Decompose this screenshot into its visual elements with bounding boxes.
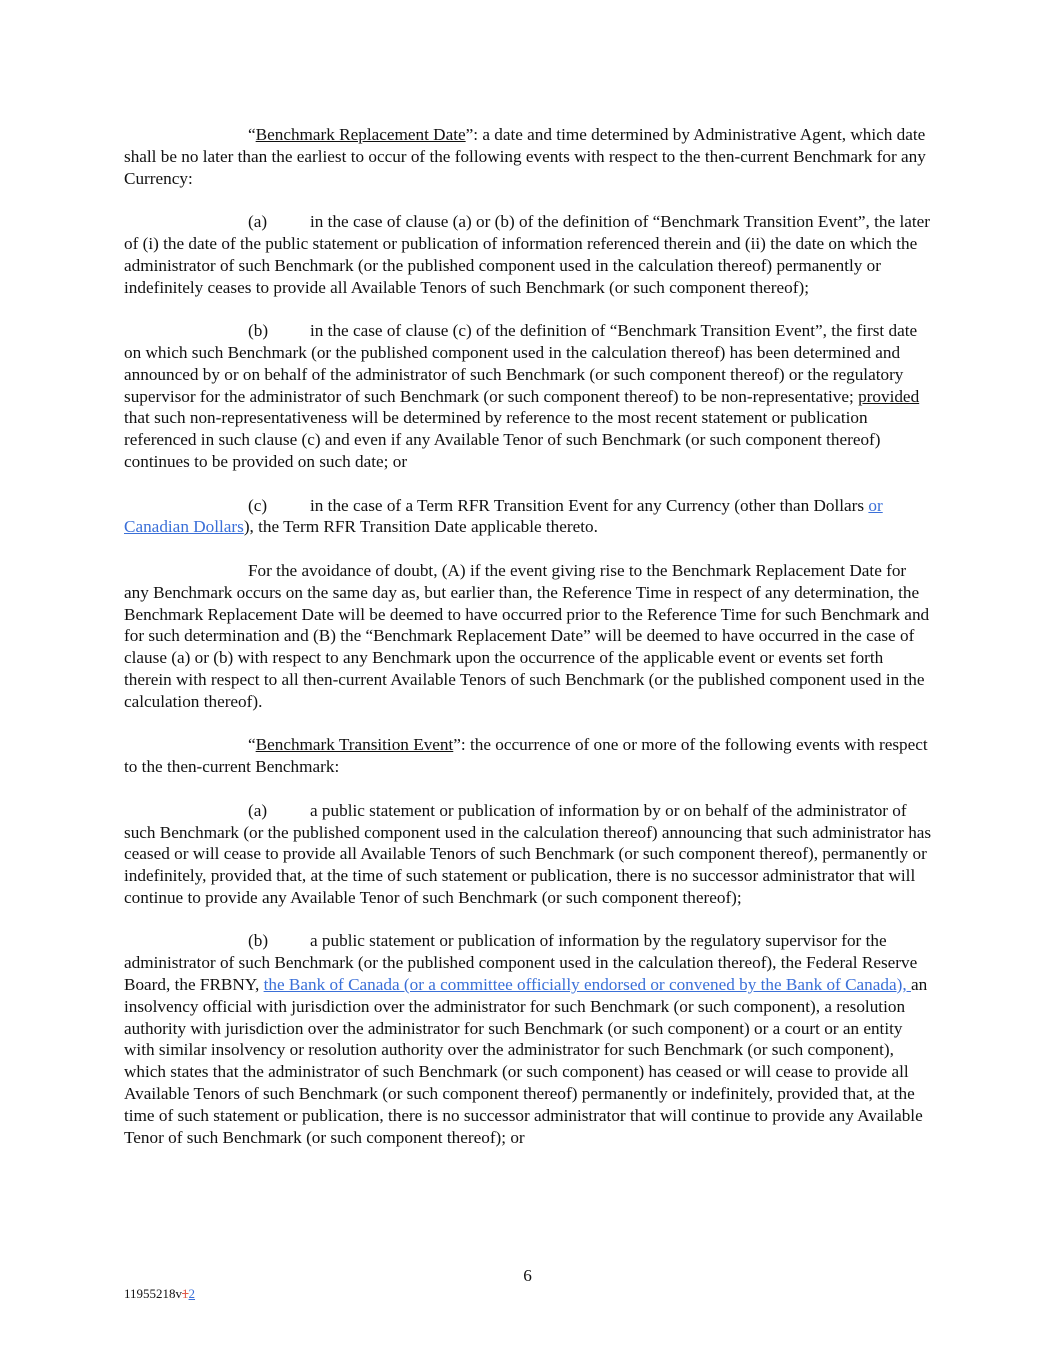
clause-label: (b) bbox=[248, 931, 269, 951]
clause-c bbox=[124, 495, 932, 539]
doc-id-deleted-version: 1 bbox=[182, 1286, 189, 1301]
inserted-text: the Bank of Canada (or a committee officially endorsed or convened by the Bank of Canada), bbox=[263, 975, 911, 995]
definition-benchmark-transition-event bbox=[124, 734, 932, 778]
open-quote: “ bbox=[248, 125, 256, 144]
definition-text: a date and time determined by Administrative Agent, which date shall be no later than the earliest to occur of the following events with respect to the then-current Benchmark for any Currency: bbox=[124, 125, 926, 188]
clause-text-continued: an insolvency official with jurisdiction over the administrator for such Benchmark (or such component), a resolution authority with jurisdiction over the administrator for such Benchmark (or such component) or a court or an entity with similar insolvency or resolution authority over the administrator for such Benchmark (or such component), which states that the administrator of such Benchmark (or such component) has ceased or will cease to provide all Available Tenors of such Benchmark (or such component thereof) permanently or indefinitely, provided that, at the time of such statement or publication, there is no successor administrator that will continue to provide any Available Tenor of such Benchmark (or such component thereof); or bbox=[124, 975, 928, 1147]
clause-text: in the case of clause (c) of the definition of “Benchmark Transition Event”, the first date on which such Benchmark (or the published component used in the calculation thereof) has been determined and announced by or on behalf of the administrator of such Benchmark (or such component thereof) or the regulatory supervisor for the administrator of such Benchmark (or such component thereof) to be non-representative; bbox=[124, 321, 918, 406]
document-body bbox=[124, 124, 932, 1170]
definition-text: the occurrence of one or more of the following events with respect to the then-current Benchmark: bbox=[124, 735, 928, 777]
underlined-word: provided bbox=[858, 386, 920, 406]
document-id bbox=[124, 1286, 195, 1302]
avoidance-of-doubt bbox=[124, 560, 932, 713]
clause-label: (b) bbox=[248, 321, 269, 341]
defined-term: Benchmark Transition Event bbox=[255, 735, 454, 755]
clause-text: in the case of clause (a) or (b) of the definition of “Benchmark Transition Event”, the later of (i) the date of the public statement or publication of information referenced therein and (ii) the date on which the administrator of such Benchmark (or the published component used in the calculation thereof) permanently or indefinitely ceases to provide all Available Tenors of such Benchmark (or such component thereof); bbox=[124, 212, 930, 297]
clause-a bbox=[124, 211, 932, 298]
defined-term: Benchmark Replacement Date bbox=[255, 125, 466, 144]
clause-text: in the case of a Term RFR Transition Event for any Currency (other than Dollars bbox=[310, 495, 869, 515]
inserted-text: or Canadian Dollars bbox=[124, 495, 883, 537]
clause-label: (a) bbox=[248, 212, 268, 232]
term-close: ”: bbox=[453, 735, 466, 755]
event-clause-b bbox=[124, 930, 932, 1148]
page-number: 6 bbox=[523, 1266, 532, 1285]
open-quote: “ bbox=[248, 735, 256, 755]
clause-text-continued: ), the Term RFR Transition Date applicable thereto. bbox=[243, 517, 598, 537]
clause-label: (a) bbox=[248, 800, 268, 820]
event-clause-a bbox=[124, 800, 932, 909]
term-close: ”: bbox=[465, 125, 479, 144]
clause-text: a public statement or publication of information by or on behalf of the administrator of such Benchmark (or the published component used in the calculation thereof) announcing that such administrator has ceased or will cease to provide all Available Tenors of such Benchmark (or such component thereof), permanently or indefinitely, provided that, at the time of such statement or publication, there is no successor administrator that will continue to provide any Available Tenor of such Benchmark (or such component thereof); bbox=[124, 800, 932, 907]
doc-id-prefix: 11955218v bbox=[124, 1286, 183, 1301]
clause-label: (c) bbox=[248, 495, 268, 515]
clause-text-continued: that such non-representativeness will be determined by reference to the most recent statement or publication referenced in such clause (c) and even if any Available Tenor of such Benchmark (or such component thereof) continues to be provided on such date; or bbox=[124, 408, 881, 471]
clause-text: a public statement or publication of information by the regulatory supervisor for the administrator of such Benchmark (or the published component used in the calculation thereof), the Federal Reserve Board, the FRBNY, bbox=[124, 931, 918, 995]
paragraph-text: For the avoidance of doubt, (A) if the event giving rise to the Benchmark Replacement Date for any Benchmark occurs on the same day as, but earlier than, the Reference Time in respect of any determination, the Benchmark Replacement Date will be deemed to have occurred prior to the Reference Time for such Benchmark and for such determination and (B) the “Benchmark Replacement Date” will be deemed to have occurred in the case of clause (a) or (b) with respect to any Benchmark upon the occurrence of the applicable event or events set forth therein with respect to all then-current Available Tenors of such Benchmark (or the published component used in the calculation thereof). bbox=[124, 560, 930, 711]
definition-benchmark-replacement-date bbox=[124, 124, 932, 189]
doc-id-inserted-version: 2 bbox=[188, 1286, 196, 1301]
clause-b bbox=[124, 320, 932, 473]
